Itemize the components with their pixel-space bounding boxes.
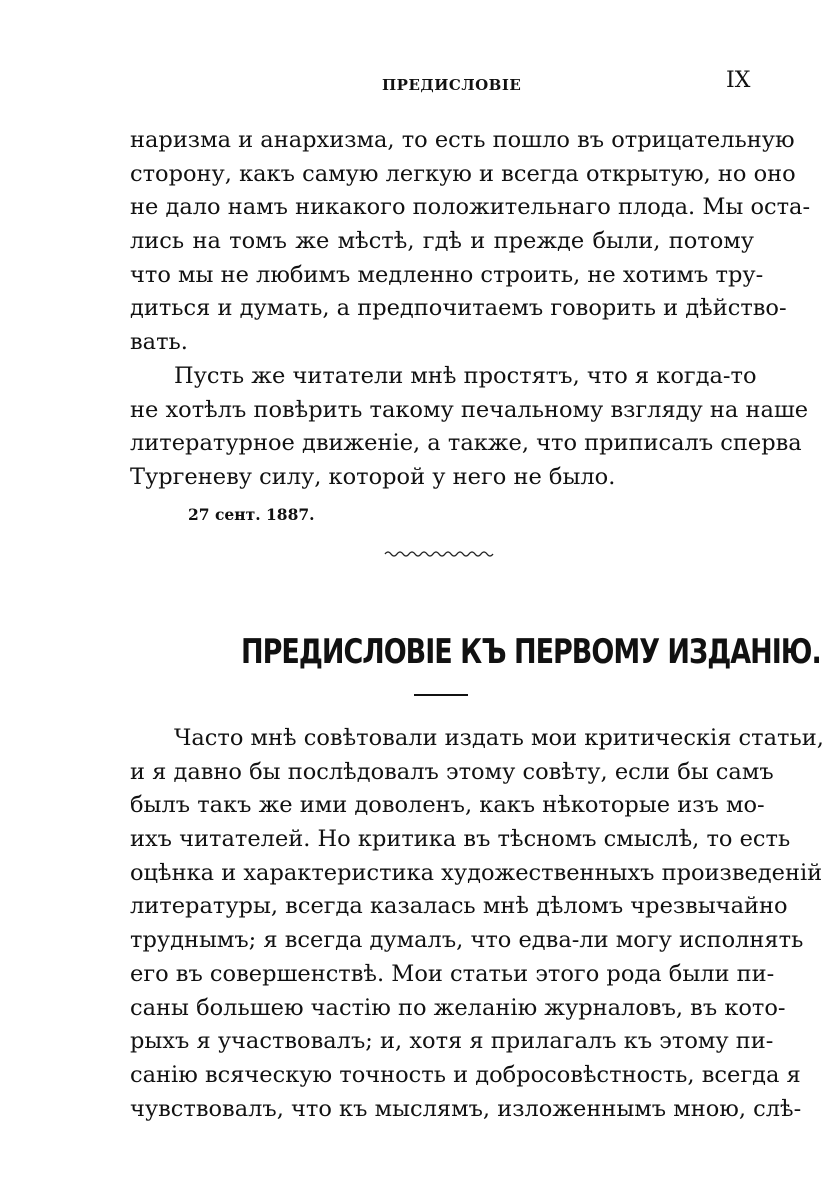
text-line: не дало намъ никакого положительнаго плода. Мы оста-: [130, 194, 811, 221]
text-line: Часто мнѣ совѣтовали издать мои критическія статьи,: [174, 725, 824, 751]
text-line: санію всяческую точность и добросовѣстность, всегда я: [130, 1061, 801, 1088]
text-line: Тургеневу силу, которой у него не было.: [130, 464, 616, 491]
text-line: саны большею частію по желанію журналовъ, въ кото-: [130, 994, 786, 1021]
preface-continuation-paragraph: [130, 124, 811, 360]
text-line: вать.: [130, 329, 188, 356]
running-head: ПРЕДИСЛОВІЕ: [382, 76, 522, 94]
text-line: рыхъ я участвовалъ; и, хотя я прилагалъ къ этому пи-: [130, 1028, 774, 1055]
text-line: литературы, всегда казалась мнѣ дѣломъ чрезвычайно: [130, 893, 788, 920]
first-edition-preface-paragraph: [130, 722, 824, 1126]
text-line: труднымъ; я всегда думалъ, что едва-ли могу исполнять: [130, 927, 804, 954]
text-line: литературное движеніе, а также, что приписалъ сперва: [130, 430, 802, 457]
text-line: Пусть же читатели мнѣ простятъ, что я когда-то: [174, 363, 757, 389]
text-line: что мы не любимъ медленно строить, не хотимъ тру-: [130, 261, 764, 288]
text-line: не хотѣлъ повѣрить такому печальному взгляду на наше: [130, 396, 809, 423]
section-heading: ПРЕДИСЛОВІЕ КЪ ПЕРВОМУ ИЗДАНІЮ.: [241, 633, 821, 672]
text-line: ихъ читателей. Но критика въ тѣсномъ смыслѣ, то есть: [130, 826, 791, 853]
text-line: былъ такъ же ими доволенъ, какъ нѣкоторые изъ мо-: [130, 792, 765, 819]
text-line: наризма и анархизма, то есть пошло въ отрицательную: [130, 127, 795, 153]
text-line: его въ совершенствѣ. Мои статьи этого рода были пи-: [130, 960, 775, 987]
heading-rule: [414, 694, 468, 696]
text-line: оцѣнка и характеристика художественныхъ произведеній: [130, 859, 823, 886]
text-line: диться и думать, а предпочитаемъ говорить и дѣйство-: [130, 295, 787, 322]
preface-closing-paragraph: [130, 360, 809, 495]
text-line: сторону, какъ самую легкую и всегда открытую, но оно: [130, 160, 796, 187]
text-line: лись на томъ же мѣстѣ, гдѣ и прежде были, потому: [130, 228, 754, 255]
preface-date: 27 сент. 1887.: [188, 505, 315, 524]
decorative-ornament: [383, 545, 499, 561]
text-line: чувствовалъ, что къ мыслямъ, изложеннымъ мною, слѣ-: [130, 1095, 802, 1122]
page-number: IX: [726, 68, 751, 93]
text-line: и я давно бы послѣдовалъ этому совѣту, если бы самъ: [130, 758, 774, 785]
